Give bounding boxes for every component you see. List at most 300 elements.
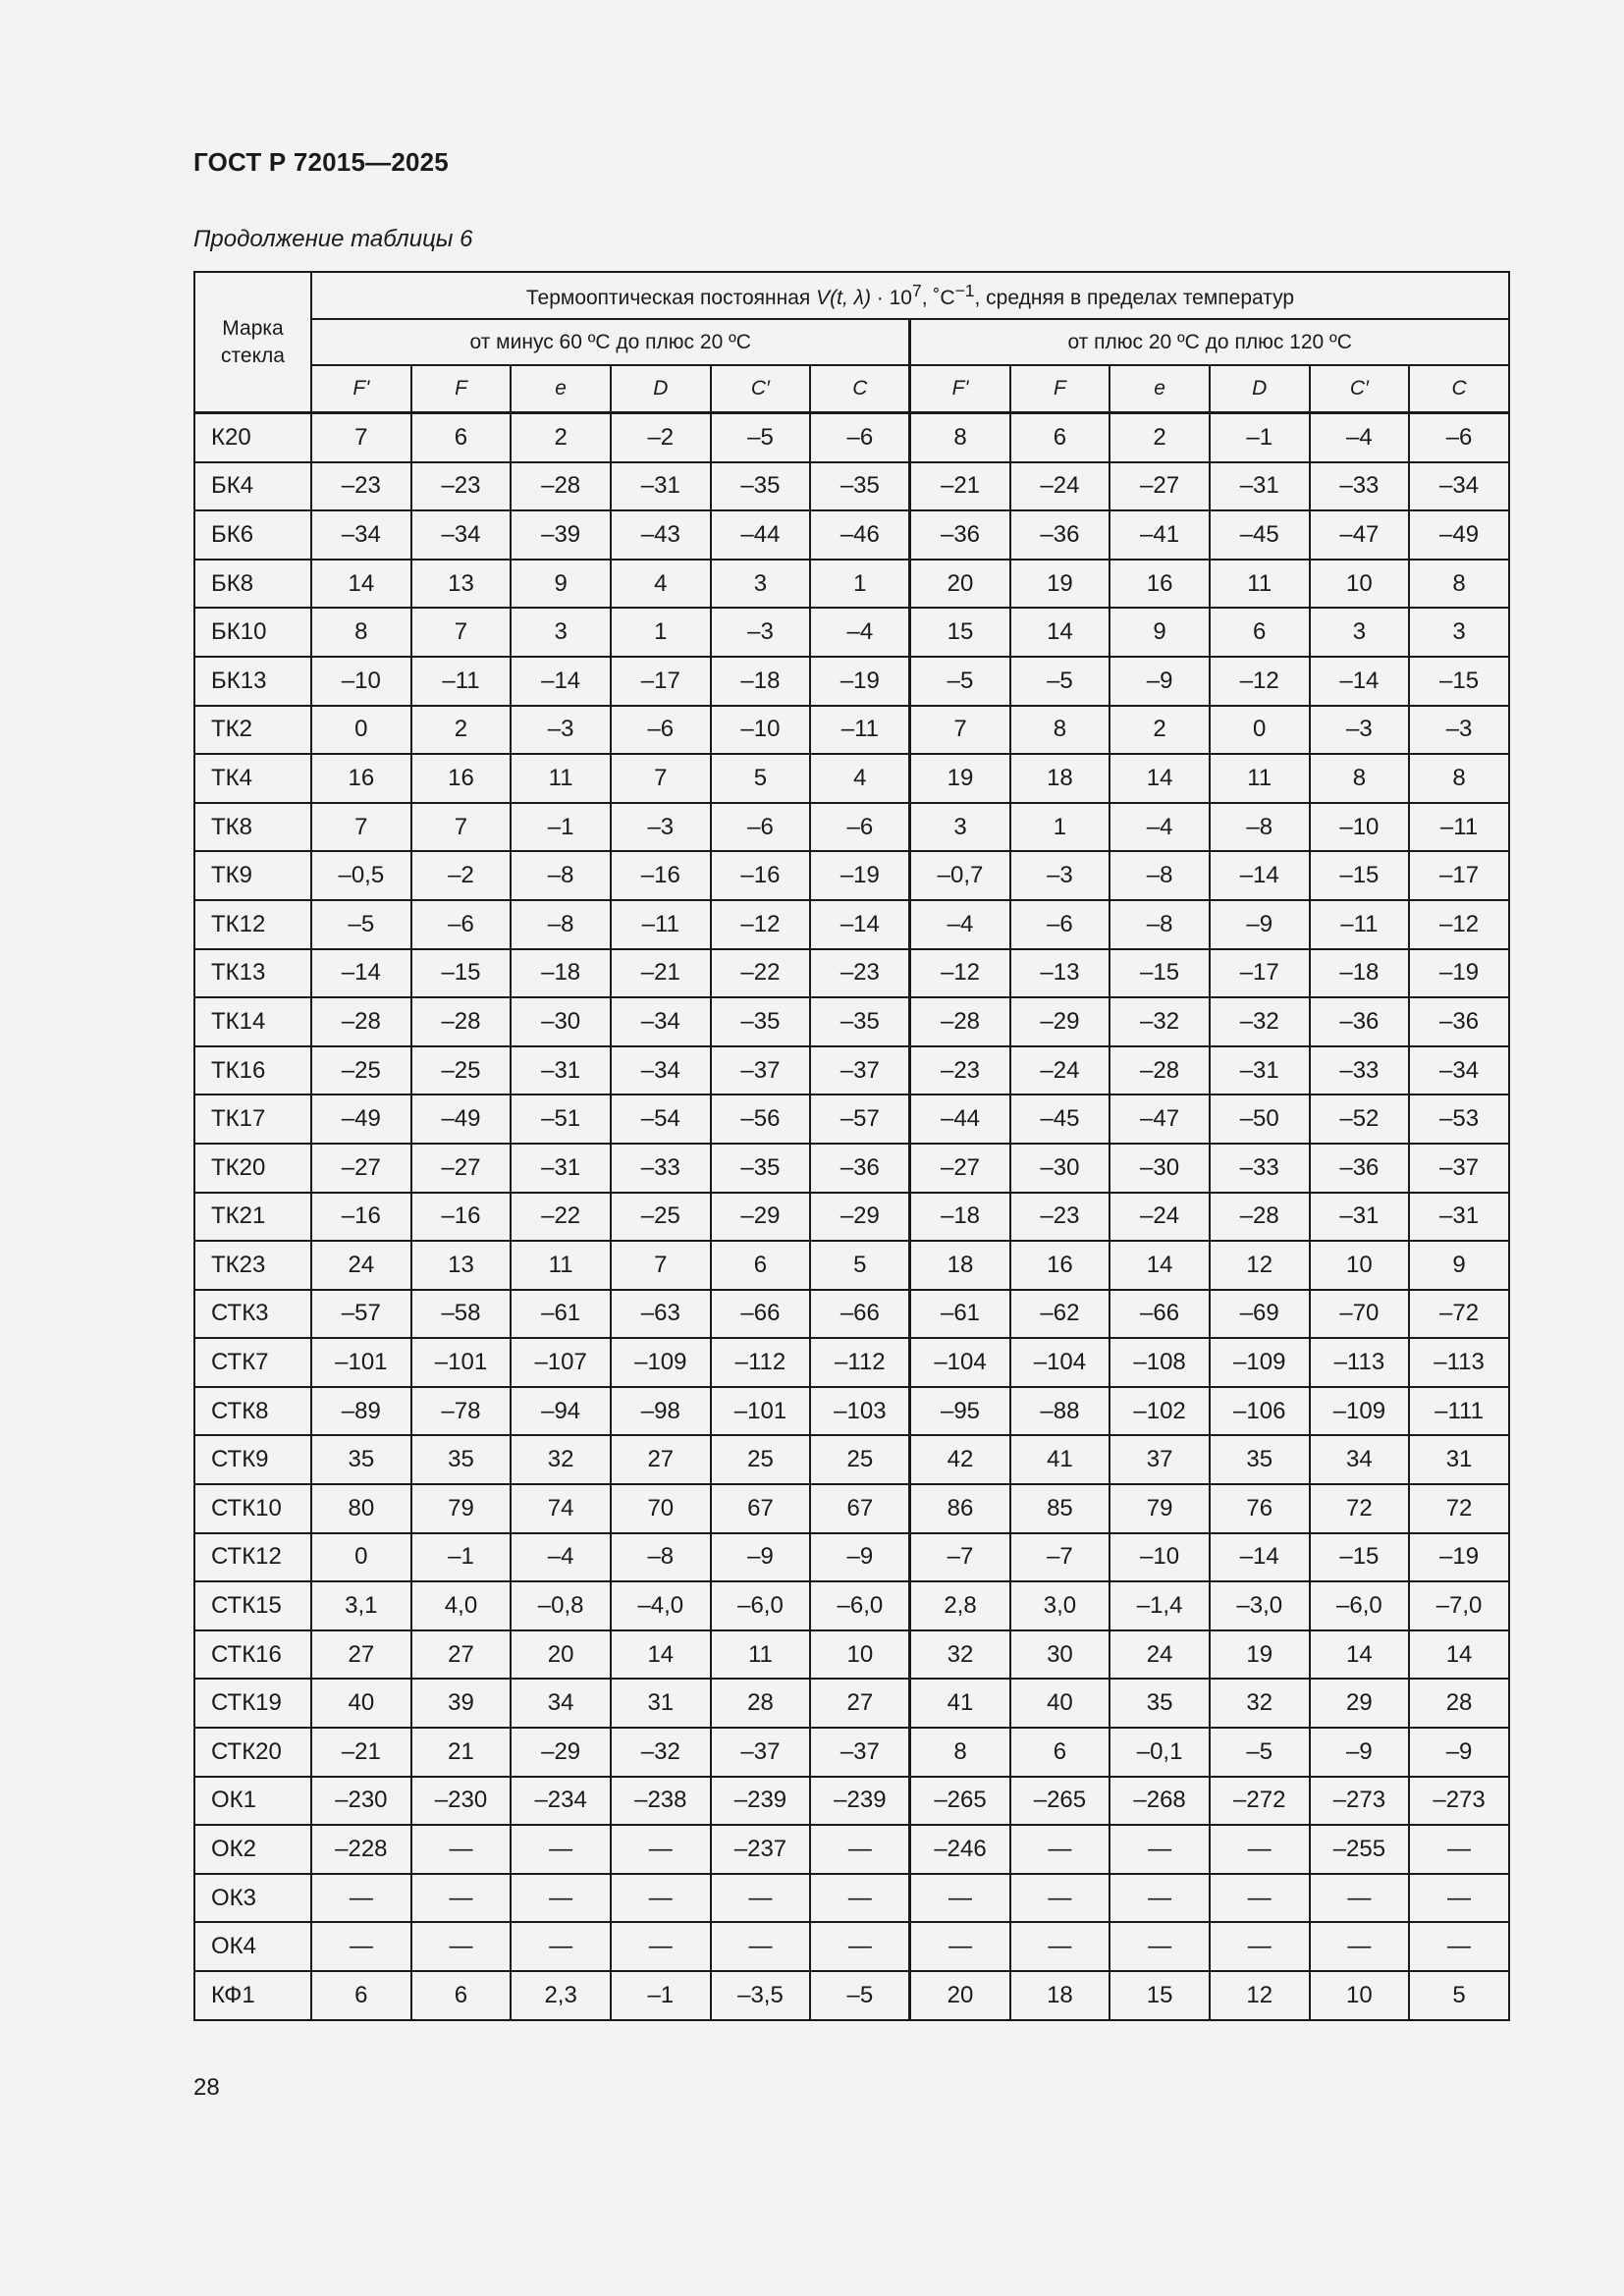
value-cell: 28	[1409, 1679, 1509, 1728]
value-cell: –230	[311, 1777, 411, 1826]
value-cell: –5	[711, 413, 811, 462]
glass-grade-cell: ОК3	[194, 1874, 311, 1923]
value-cell: 6	[411, 1971, 512, 2020]
value-cell: –34	[1409, 1046, 1509, 1095]
value-cell: 7	[910, 706, 1010, 755]
value-cell: 67	[810, 1484, 910, 1533]
table-row	[194, 608, 1509, 657]
table-row	[194, 462, 1509, 511]
value-cell: –3,5	[711, 1971, 811, 2020]
value-cell: —	[411, 1922, 512, 1971]
value-cell: 6	[1210, 608, 1310, 657]
value-cell: –3	[511, 706, 611, 755]
value-cell: 12	[1210, 1241, 1310, 1290]
table-row	[194, 1777, 1509, 1826]
value-cell: –3,0	[1210, 1581, 1310, 1630]
value-cell: 32	[1210, 1679, 1310, 1728]
value-cell: 16	[1010, 1241, 1110, 1290]
value-cell: –36	[1310, 1144, 1410, 1193]
glass-grade-cell: СТК19	[194, 1679, 311, 1728]
value-cell: –94	[511, 1387, 611, 1436]
value-cell: 40	[311, 1679, 411, 1728]
value-cell: –30	[1010, 1144, 1110, 1193]
value-cell: 4,0	[411, 1581, 512, 1630]
value-cell: –35	[810, 997, 910, 1046]
spectral-line-header: D	[1210, 365, 1310, 413]
value-cell: –89	[311, 1387, 411, 1436]
value-cell: –2	[611, 413, 711, 462]
value-cell: 11	[511, 1241, 611, 1290]
value-cell: 34	[511, 1679, 611, 1728]
value-cell: –54	[611, 1095, 711, 1144]
value-cell: —	[1310, 1922, 1410, 1971]
spectral-line-header: e	[1110, 365, 1210, 413]
value-cell: —	[1110, 1922, 1210, 1971]
value-cell: —	[810, 1874, 910, 1923]
value-cell: –33	[1310, 462, 1410, 511]
value-cell: –10	[1110, 1533, 1210, 1582]
glass-grade-cell: СТК16	[194, 1630, 311, 1680]
value-cell: –109	[1210, 1338, 1310, 1387]
value-cell: 15	[910, 608, 1010, 657]
value-cell: –32	[1210, 997, 1310, 1046]
value-cell: –4	[1310, 413, 1410, 462]
value-cell: –18	[711, 657, 811, 706]
glass-grade-cell: СТК9	[194, 1435, 311, 1484]
table-row	[194, 900, 1509, 949]
value-cell: –6,0	[1310, 1581, 1410, 1630]
value-cell: –17	[611, 657, 711, 706]
value-cell: –16	[411, 1193, 512, 1242]
table-row	[194, 1581, 1509, 1630]
value-cell: –24	[1110, 1193, 1210, 1242]
value-cell: 7	[611, 754, 711, 803]
value-cell: 34	[1310, 1435, 1410, 1484]
value-cell: –29	[810, 1193, 910, 1242]
value-cell: 8	[910, 1728, 1010, 1777]
value-cell: –36	[1010, 510, 1110, 560]
value-cell: —	[1110, 1825, 1210, 1874]
value-cell: —	[711, 1922, 811, 1971]
value-cell: –106	[1210, 1387, 1310, 1436]
glass-grade-cell: ТК14	[194, 997, 311, 1046]
value-cell: –66	[810, 1290, 910, 1339]
table-row	[194, 1971, 1509, 2020]
value-cell: 5	[1409, 1971, 1509, 2020]
value-cell: –49	[311, 1095, 411, 1144]
value-cell: –32	[1110, 997, 1210, 1046]
value-cell: –16	[611, 851, 711, 900]
value-cell: –37	[711, 1046, 811, 1095]
value-cell: –1	[511, 803, 611, 852]
value-cell: –47	[1310, 510, 1410, 560]
value-cell: 0	[1210, 706, 1310, 755]
glass-grade-cell: СТК15	[194, 1581, 311, 1630]
value-cell: –50	[1210, 1095, 1310, 1144]
value-cell: 85	[1010, 1484, 1110, 1533]
value-cell: –27	[311, 1144, 411, 1193]
value-cell: 7	[611, 1241, 711, 1290]
value-cell: –34	[311, 510, 411, 560]
value-cell: –21	[311, 1728, 411, 1777]
glass-grade-cell: ТК23	[194, 1241, 311, 1290]
value-cell: –32	[611, 1728, 711, 1777]
value-cell: –72	[1409, 1290, 1509, 1339]
value-cell: 16	[311, 754, 411, 803]
value-cell: 35	[411, 1435, 512, 1484]
value-cell: 11	[511, 754, 611, 803]
value-cell: –27	[910, 1144, 1010, 1193]
table-row	[194, 1825, 1509, 1874]
value-cell: –272	[1210, 1777, 1310, 1826]
value-cell: 27	[611, 1435, 711, 1484]
value-cell: –35	[711, 462, 811, 511]
value-cell: –6	[411, 900, 512, 949]
value-cell: –10	[1310, 803, 1410, 852]
value-cell: –45	[1210, 510, 1310, 560]
value-cell: –69	[1210, 1290, 1310, 1339]
value-cell: –33	[611, 1144, 711, 1193]
value-cell: 19	[910, 754, 1010, 803]
value-cell: 2	[411, 706, 512, 755]
value-cell: –12	[1210, 657, 1310, 706]
value-cell: –25	[611, 1193, 711, 1242]
value-cell: —	[411, 1825, 512, 1874]
main-header-unit: , ˚C	[921, 287, 955, 309]
value-cell: –9	[810, 1533, 910, 1582]
value-cell: —	[1010, 1825, 1110, 1874]
glass-grade-cell: ТК21	[194, 1193, 311, 1242]
table-row	[194, 1241, 1509, 1290]
value-cell: –29	[511, 1728, 611, 1777]
value-cell: 37	[1110, 1435, 1210, 1484]
table-row	[194, 1874, 1509, 1923]
value-cell: 79	[1110, 1484, 1210, 1533]
glass-grade-cell: ОК2	[194, 1825, 311, 1874]
value-cell: –19	[1409, 949, 1509, 998]
value-cell: 32	[910, 1630, 1010, 1680]
value-cell: 18	[1010, 1971, 1110, 2020]
value-cell: –109	[1310, 1387, 1410, 1436]
value-cell: 14	[311, 560, 411, 609]
value-cell: –23	[810, 949, 910, 998]
value-cell: –112	[810, 1338, 910, 1387]
value-cell: 3,0	[1010, 1581, 1110, 1630]
value-cell: 29	[1310, 1679, 1410, 1728]
glass-grade-cell: БК4	[194, 462, 311, 511]
glass-grade-cell: ТК12	[194, 900, 311, 949]
value-cell: 32	[511, 1435, 611, 1484]
value-cell: 70	[611, 1484, 711, 1533]
value-cell: –78	[411, 1387, 512, 1436]
value-cell: 0	[311, 1533, 411, 1582]
value-cell: 18	[910, 1241, 1010, 1290]
value-cell: –19	[810, 851, 910, 900]
value-cell: –6,0	[810, 1581, 910, 1630]
value-cell: 2,3	[511, 1971, 611, 2020]
value-cell: –103	[810, 1387, 910, 1436]
value-cell: 20	[910, 1971, 1010, 2020]
range2-header: от плюс 20 ºC до плюс 120 ºC	[910, 319, 1509, 365]
value-cell: –37	[810, 1046, 910, 1095]
page-number: 28	[193, 2074, 220, 2101]
table-row	[194, 997, 1509, 1046]
value-cell: –6	[810, 803, 910, 852]
glass-grade-cell: ТК8	[194, 803, 311, 852]
main-header	[311, 272, 1509, 319]
value-cell: –33	[1210, 1144, 1310, 1193]
value-cell: –39	[511, 510, 611, 560]
value-cell: 27	[411, 1630, 512, 1680]
value-cell: 8	[1010, 706, 1110, 755]
value-cell: 24	[1110, 1630, 1210, 1680]
value-cell: 3	[1409, 608, 1509, 657]
spectral-line-header: e	[511, 365, 611, 413]
value-cell: 41	[1010, 1435, 1110, 1484]
glass-grade-cell: ТК9	[194, 851, 311, 900]
value-cell: –273	[1409, 1777, 1509, 1826]
main-header-exponent: 7	[912, 281, 922, 300]
value-cell: 4	[810, 754, 910, 803]
value-cell: 6	[1010, 413, 1110, 462]
value-cell: —	[511, 1874, 611, 1923]
value-cell: 72	[1409, 1484, 1509, 1533]
value-cell: –265	[1010, 1777, 1110, 1826]
value-cell: –4	[1110, 803, 1210, 852]
value-cell: –1	[411, 1533, 512, 1582]
value-cell: –7	[910, 1533, 1010, 1582]
value-cell: –107	[511, 1338, 611, 1387]
value-cell: –44	[711, 510, 811, 560]
spectral-line-header: C′	[711, 365, 811, 413]
value-cell: –52	[1310, 1095, 1410, 1144]
value-cell: 3	[711, 560, 811, 609]
value-cell: –265	[910, 1777, 1010, 1826]
value-cell: –0,7	[910, 851, 1010, 900]
main-header-function: V(t, λ)	[816, 287, 871, 309]
value-cell: –3	[1409, 706, 1509, 755]
value-cell: –1,4	[1110, 1581, 1210, 1630]
value-cell: –9	[1409, 1728, 1509, 1777]
value-cell: 35	[1210, 1435, 1310, 1484]
table-row	[194, 851, 1509, 900]
value-cell: 3	[910, 803, 1010, 852]
table-row	[194, 1387, 1509, 1436]
value-cell: –9	[711, 1533, 811, 1582]
value-cell: –268	[1110, 1777, 1210, 1826]
value-cell: –11	[1310, 900, 1410, 949]
table-row	[194, 1533, 1509, 1582]
value-cell: –109	[611, 1338, 711, 1387]
value-cell: –41	[1110, 510, 1210, 560]
value-cell: –7	[1010, 1533, 1110, 1582]
value-cell: 16	[1110, 560, 1210, 609]
value-cell: 72	[1310, 1484, 1410, 1533]
value-cell: –37	[711, 1728, 811, 1777]
table-row	[194, 1484, 1509, 1533]
value-cell: 11	[711, 1630, 811, 1680]
value-cell: –63	[611, 1290, 711, 1339]
value-cell: 6	[311, 1971, 411, 2020]
spectral-line-header: F	[1010, 365, 1110, 413]
value-cell: –101	[311, 1338, 411, 1387]
value-cell: –34	[1409, 462, 1509, 511]
value-cell: –61	[910, 1290, 1010, 1339]
spectral-line-header: C	[1409, 365, 1509, 413]
value-cell: 6	[411, 413, 512, 462]
glass-grade-cell: ТК13	[194, 949, 311, 998]
value-cell: –31	[1210, 462, 1310, 511]
value-cell: 8	[1409, 560, 1509, 609]
table-row	[194, 1679, 1509, 1728]
value-cell: –11	[810, 706, 910, 755]
value-cell: 1	[611, 608, 711, 657]
value-cell: 20	[511, 1630, 611, 1680]
value-cell: –31	[1409, 1193, 1509, 1242]
value-cell: —	[611, 1825, 711, 1874]
spectral-line-header: C′	[1310, 365, 1410, 413]
value-cell: –36	[1409, 997, 1509, 1046]
glass-grade-cell: СТК10	[194, 1484, 311, 1533]
value-cell: –101	[711, 1387, 811, 1436]
value-cell: –22	[711, 949, 811, 998]
value-cell: –37	[810, 1728, 910, 1777]
value-cell: 27	[810, 1679, 910, 1728]
value-cell: –23	[910, 1046, 1010, 1095]
spectral-line-header: C	[810, 365, 910, 413]
value-cell: –2	[411, 851, 512, 900]
value-cell: 13	[411, 1241, 512, 1290]
value-cell: –7,0	[1409, 1581, 1509, 1630]
value-cell: –53	[1409, 1095, 1509, 1144]
value-cell: 40	[1010, 1679, 1110, 1728]
value-cell: –10	[311, 657, 411, 706]
table-row	[194, 1290, 1509, 1339]
value-cell: –62	[1010, 1290, 1110, 1339]
value-cell: –29	[1010, 997, 1110, 1046]
value-cell: –61	[511, 1290, 611, 1339]
value-cell: –4	[511, 1533, 611, 1582]
value-cell: –23	[1010, 1193, 1110, 1242]
value-cell: –101	[411, 1338, 512, 1387]
value-cell: 9	[511, 560, 611, 609]
value-cell: 74	[511, 1484, 611, 1533]
value-cell: –11	[1409, 803, 1509, 852]
value-cell: –49	[411, 1095, 512, 1144]
table-row	[194, 560, 1509, 609]
value-cell: –14	[1210, 1533, 1310, 1582]
value-cell: 10	[1310, 1241, 1410, 1290]
value-cell: 39	[411, 1679, 512, 1728]
table-row	[194, 754, 1509, 803]
value-cell: –95	[910, 1387, 1010, 1436]
value-cell: 28	[711, 1679, 811, 1728]
value-cell: –56	[711, 1095, 811, 1144]
value-cell: –8	[511, 851, 611, 900]
value-cell: –11	[411, 657, 512, 706]
value-cell: —	[1409, 1922, 1509, 1971]
value-cell: –9	[1310, 1728, 1410, 1777]
glass-grade-cell: СТК20	[194, 1728, 311, 1777]
value-cell: 3,1	[311, 1581, 411, 1630]
value-cell: 21	[411, 1728, 512, 1777]
value-cell: –14	[1210, 851, 1310, 900]
value-cell: –5	[1010, 657, 1110, 706]
value-cell: –0,5	[311, 851, 411, 900]
value-cell: –112	[711, 1338, 811, 1387]
value-cell: –17	[1409, 851, 1509, 900]
spectral-line-header: F'	[311, 365, 411, 413]
value-cell: 1	[810, 560, 910, 609]
value-cell: –28	[1210, 1193, 1310, 1242]
value-cell: 9	[1110, 608, 1210, 657]
glass-grade-cell: ТК4	[194, 754, 311, 803]
value-cell: –37	[1409, 1144, 1509, 1193]
value-cell: –31	[1210, 1046, 1310, 1095]
value-cell: 11	[1210, 754, 1310, 803]
value-cell: 14	[1409, 1630, 1509, 1680]
value-cell: –10	[711, 706, 811, 755]
value-cell: –16	[311, 1193, 411, 1242]
value-cell: 9	[1409, 1241, 1509, 1290]
value-cell: —	[1210, 1874, 1310, 1923]
value-cell: –8	[1110, 900, 1210, 949]
table-row	[194, 657, 1509, 706]
value-cell: 14	[1110, 1241, 1210, 1290]
value-cell: 3	[1310, 608, 1410, 657]
value-cell: –4	[810, 608, 910, 657]
glass-grade-cell: ТК17	[194, 1095, 311, 1144]
value-cell: –27	[1110, 462, 1210, 511]
value-cell: –111	[1409, 1387, 1509, 1436]
value-cell: –31	[511, 1046, 611, 1095]
value-cell: –45	[1010, 1095, 1110, 1144]
value-cell: –9	[1210, 900, 1310, 949]
spectral-line-header: F'	[910, 365, 1010, 413]
value-cell: –8	[1110, 851, 1210, 900]
value-cell: 0	[311, 706, 411, 755]
value-cell: —	[311, 1874, 411, 1923]
table-row	[194, 1728, 1509, 1777]
value-cell: —	[611, 1874, 711, 1923]
table-row	[194, 1046, 1509, 1095]
value-cell: –35	[711, 997, 811, 1046]
value-cell: –70	[1310, 1290, 1410, 1339]
value-cell: –28	[411, 997, 512, 1046]
value-cell: –8	[511, 900, 611, 949]
value-cell: –113	[1409, 1338, 1509, 1387]
value-cell: –13	[1010, 949, 1110, 998]
value-cell: –14	[311, 949, 411, 998]
value-cell: —	[1210, 1825, 1310, 1874]
value-cell: 10	[1310, 1971, 1410, 2020]
value-cell: –0,8	[511, 1581, 611, 1630]
table-row	[194, 1630, 1509, 1680]
table-row	[194, 803, 1509, 852]
value-cell: –15	[1310, 851, 1410, 900]
value-cell: –23	[411, 462, 512, 511]
value-cell: —	[810, 1922, 910, 1971]
value-cell: –102	[1110, 1387, 1210, 1436]
glass-grade-cell: ТК2	[194, 706, 311, 755]
value-cell: 41	[910, 1679, 1010, 1728]
value-cell: 4	[611, 560, 711, 609]
value-cell: 79	[411, 1484, 512, 1533]
value-cell: 10	[810, 1630, 910, 1680]
value-cell: –35	[711, 1144, 811, 1193]
value-cell: 35	[311, 1435, 411, 1484]
value-cell: –19	[1409, 1533, 1509, 1582]
